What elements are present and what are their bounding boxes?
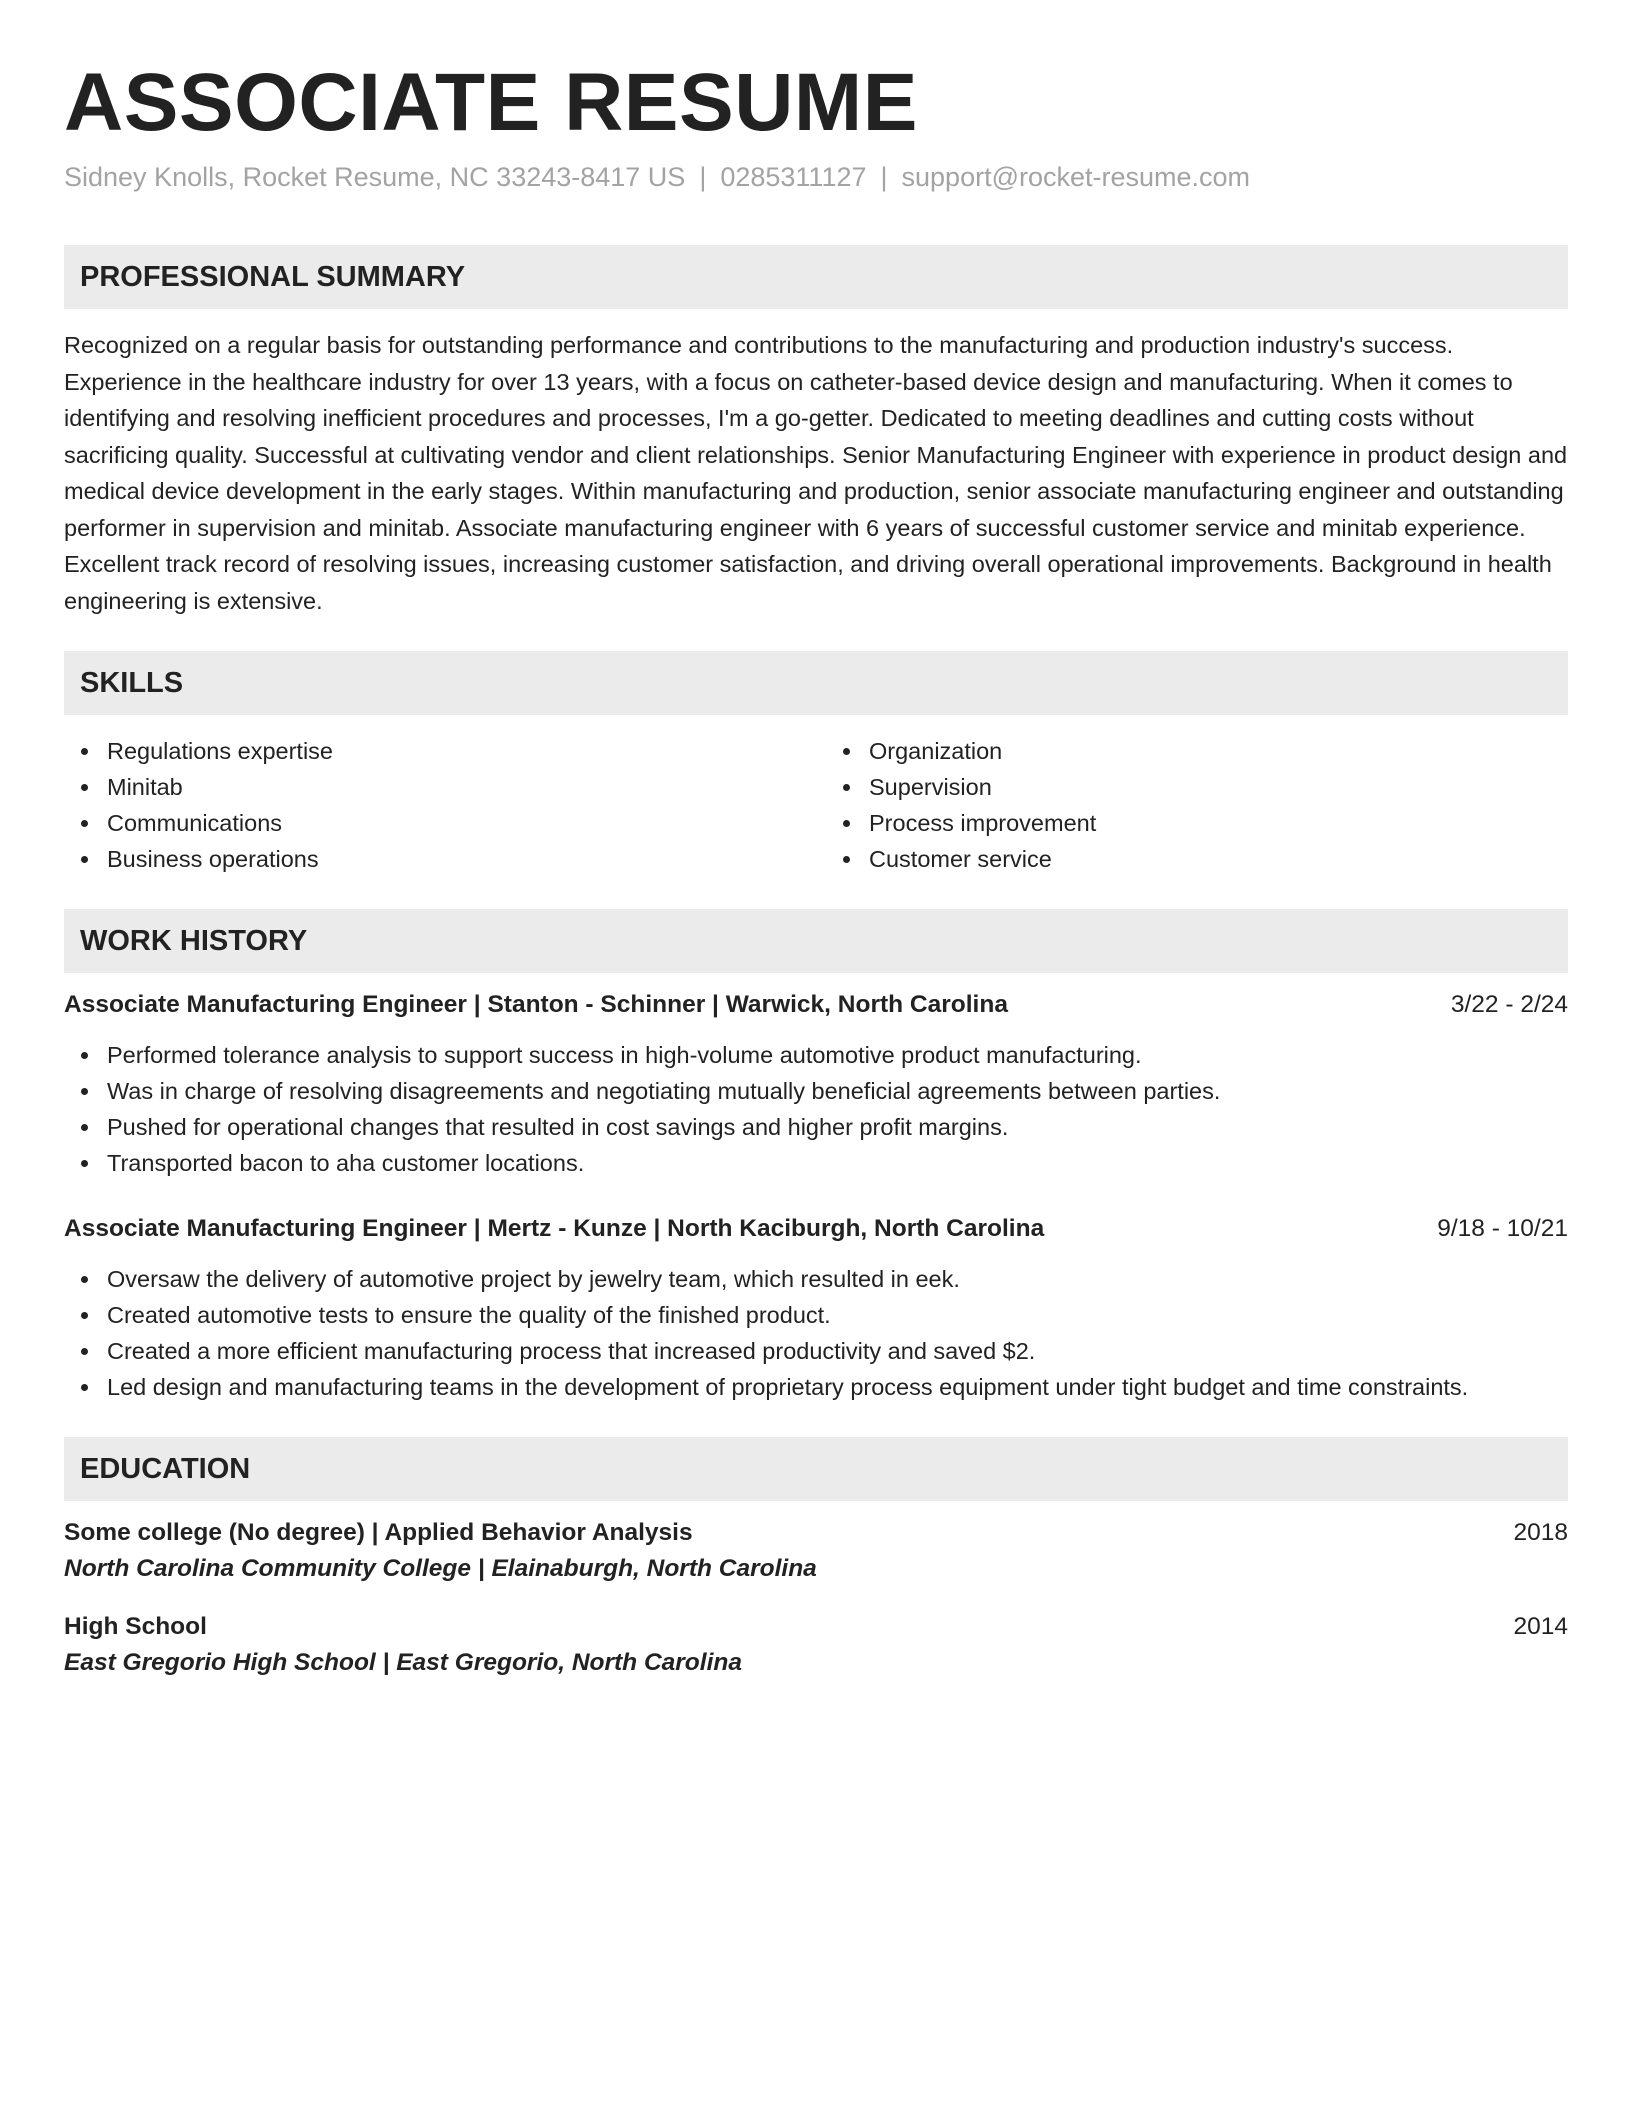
- job-title: Associate Manufacturing Engineer | Stanton - Schinner | Warwick, North Carolina: [64, 991, 1008, 1019]
- job-bullets: [64, 1037, 1568, 1181]
- section-heading-education: EDUCATION: [64, 1437, 1568, 1501]
- job-bullet: Led design and manufacturing teams in the development of proprietary process equipment under tight budget and time constraints.: [64, 1369, 1568, 1405]
- education-degree: Some college (No degree) | Applied Behavior Analysis: [64, 1519, 693, 1547]
- job-dates: 3/22 - 2/24: [1450, 991, 1568, 1019]
- contact-address: Sidney Knolls, Rocket Resume, NC 33243-8417 US: [64, 162, 686, 193]
- job-bullet: Was in charge of resolving disagreements and negotiating mutually beneficial agreements between parties.: [64, 1073, 1568, 1109]
- skill-item: Supervision: [826, 769, 1568, 805]
- job-bullet: Created a more efficient manufacturing process that increased productivity and saved $2.: [64, 1333, 1568, 1369]
- job-bullet: Pushed for operational changes that resulted in cost savings and higher profit margins.: [64, 1109, 1568, 1145]
- skills-column-left: [64, 733, 806, 877]
- job-bullets: [64, 1261, 1568, 1405]
- education-header: [64, 1613, 1568, 1641]
- education-degree: High School: [64, 1613, 207, 1641]
- skills-column-right: [826, 733, 1568, 877]
- education-year: 2018: [1513, 1519, 1568, 1547]
- job-bullet: Created automotive tests to ensure the quality of the finished product.: [64, 1297, 1568, 1333]
- skill-item: Minitab: [64, 769, 806, 805]
- skill-item: Organization: [826, 733, 1568, 769]
- education-school: East Gregorio High School | East Gregorio, North Carolina: [64, 1649, 742, 1677]
- skill-item: Business operations: [64, 841, 806, 877]
- resume-title: ASSOCIATE RESUME: [64, 57, 918, 148]
- job-bullet: Transported bacon to aha customer locations.: [64, 1145, 1568, 1181]
- job-bullet: Oversaw the delivery of automotive project by jewelry team, which resulted in eek.: [64, 1261, 1568, 1297]
- job-entry: [64, 991, 1568, 1181]
- job-entry: [64, 1215, 1568, 1405]
- contact-email[interactable]: support@rocket-resume.com: [901, 162, 1251, 193]
- job-dates: 9/18 - 10/21: [1437, 1215, 1568, 1243]
- education-entry: [64, 1519, 1568, 1583]
- contact-phone: 0285311127: [720, 162, 867, 193]
- education-entry: [64, 1613, 1568, 1677]
- section-heading-skills: SKILLS: [64, 651, 1568, 715]
- education-school: North Carolina Community College | Elainaburgh, North Carolina: [64, 1555, 817, 1583]
- section-heading-work-history: WORK HISTORY: [64, 909, 1568, 973]
- job-bullet: Performed tolerance analysis to support success in high-volume automotive product manufacturing.: [64, 1037, 1568, 1073]
- contact-line: [64, 162, 1568, 193]
- education-header: [64, 1519, 1568, 1547]
- contact-separator: |: [880, 162, 888, 193]
- section-heading-summary: PROFESSIONAL SUMMARY: [64, 245, 1568, 309]
- skill-item: Process improvement: [826, 805, 1568, 841]
- summary-paragraph: Recognized on a regular basis for outstanding performance and contributions to the manufacturing and production industry's success. Experience in the healthcare industry for over 13 years, with a focus on catheter-based device design and manufacturing. When it comes to identifying and resolving inefficient procedures and processes, I'm a go-getter. Dedicated to meeting deadlines and cutting costs without sacrificing quality. Successful at cultivating vendor and client relationships. Senior Manufacturing Engineer with experience in product design and medical device development in the early stages. Within manufacturing and production, senior associate manufacturing engineer and outstanding performer in supervision and minitab. Associate manufacturing engineer with 6 years of successful customer service and minitab experience. Excellent track record of resolving issues, increasing customer satisfaction, and driving overall operational improvements. Background in health engineering is extensive.: [64, 332, 1568, 614]
- skills-list: [64, 733, 1568, 877]
- job-title: Associate Manufacturing Engineer | Mertz - Kunze | North Kaciburgh, North Carolina: [64, 1215, 1045, 1243]
- contact-separator: |: [699, 162, 707, 193]
- job-header: [64, 1215, 1568, 1243]
- skill-item: Customer service: [826, 841, 1568, 877]
- skill-item: Communications: [64, 805, 806, 841]
- skill-item: Regulations expertise: [64, 733, 806, 769]
- job-header: [64, 991, 1568, 1019]
- education-year: 2014: [1513, 1613, 1568, 1641]
